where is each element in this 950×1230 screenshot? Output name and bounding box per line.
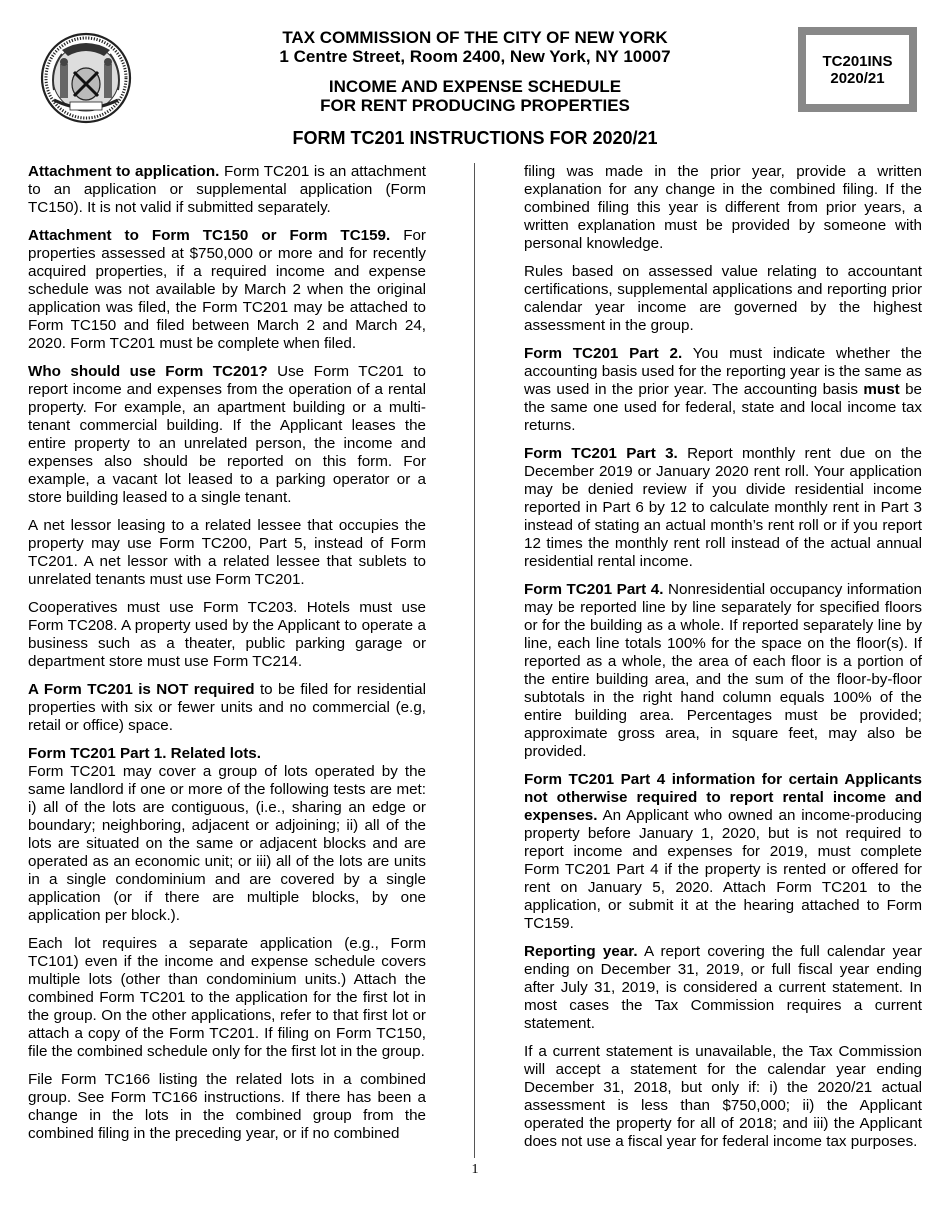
paragraph-heading: Form TC201 Part 2. — [524, 345, 683, 362]
agency-name: TAX COMMISSION OF THE CITY OF NEW YORK — [282, 28, 668, 47]
page-number: 1 — [471, 1162, 479, 1177]
paragraph-reporting-year — [524, 943, 922, 1033]
paragraph-heading: A Form TC201 is NOT required — [28, 681, 255, 698]
city-seal-logo — [40, 30, 132, 125]
section-heading-part1: Form TC201 Part 1. Related lots. — [28, 745, 261, 762]
paragraph-assessed-value-rules: Rules based on assessed value relating to accountant certifications, supplemental applications and reporting prior calendar year income are governed by the highest assessment in the group. — [524, 263, 922, 334]
paragraph-attachment-tc150-tc159 — [28, 227, 426, 353]
paragraph-net-lessor: A net lessor leasing to a related lessee that occupies the property may use Form TC200, Part 5, instead of Form TC201. A net lessor with a related lessee that sublets to unrelated tenants must use Form TC201. — [28, 517, 426, 588]
paragraph-text: You must indicate whether the accounting basis used for the reporting year is the same as was used in the prior year. The accounting basis — [524, 345, 922, 398]
paragraph-heading: Form TC201 Part 3. — [524, 445, 678, 462]
paragraph-not-required — [28, 681, 426, 735]
paragraph-heading: Reporting year. — [524, 943, 638, 960]
paragraph-part3 — [524, 445, 922, 571]
paragraph-text: An Applicant who owned an income-producing property before January 1, 2020, but is not required to report income and expenses for 2019, must complete Form TC201 Part 4 if the property is rented or offered for rent on January 5, 2020. Attach Form TC201 to the application, or submit it at the hearing attached to Form TC159. — [524, 807, 922, 932]
right-column — [524, 163, 922, 1161]
paragraph-text: to be filed for residential properties with six or fewer units and no commercial (e.g, retail or office) space. — [28, 681, 427, 734]
paragraph-text: A report covering the full calendar year ending on December 31, 2019, or full fiscal year ending after July 31, 2019, is considered a current statement. In most cases the Tax Commission requires a current statement. — [524, 943, 923, 1032]
column-divider — [474, 163, 475, 1158]
paragraph-attachment-to-application — [28, 163, 426, 217]
paragraph-text: For properties assessed at $750,000 or more and for recently acquired properties, if a required income and expense schedule was not available by March 2 when the original application was filed, the Form TC201 may be attached to Form TC150 and filed between March 2 and March 24, 2020. Form TC201 must be complete when filed. — [28, 227, 426, 352]
paragraph-text: be the same one used for federal, state and local income tax returns. — [524, 381, 922, 434]
paragraph-cooperatives: Cooperatives must use Form TC203. Hotels must use Form TC208. A property used by the Applicant to operate a business such as a theater, public parking garage or department store must use Form TC214. — [28, 599, 426, 670]
paragraph-heading: Form TC201 Part 4 information for certain Applicants not otherwise required to report rental income and expenses. — [524, 771, 922, 824]
schedule-title-line1: INCOME AND EXPENSE SCHEDULE — [328, 77, 622, 96]
paragraph-part4-certain-applicants — [524, 771, 922, 933]
paragraph-part4 — [524, 581, 922, 761]
paragraph-text: Report monthly rent due on the December 2019 or January 2020 rent roll. Your application may be denied review if you divide residential income reported in Part 6 by 12 to calculate monthly rent in Part 3 instead of stating an actual month’s rent roll or if you report 12 times the monthly rent roll instead of the actual annual residential rental income. — [524, 445, 922, 570]
paragraph-form-tc166: File Form TC166 listing the related lots in a combined group. See Form TC166 instructions. If there has been a change in the lots in the combined group from the combined filing in the preceding year, or if no combined — [28, 1071, 426, 1142]
emphasis-must: must — [863, 381, 900, 398]
form-code: TC201INS — [822, 52, 893, 70]
schedule-title-line2: FOR RENT PRODUCING PROPERTIES — [320, 96, 630, 115]
paragraph-heading: Attachment to Form TC150 or Form TC159. — [28, 227, 391, 244]
left-column — [28, 163, 426, 1153]
paragraph-text: Nonresidential occupancy information may be reported line by line separately for specified floors or for the building as a whole. If reported separately line by line, each line totals 100% for the space on the floor(s). If reported as a whole, the area of each floor is a portion of the entire building area, and the sum of the floor-by-floor subtotals in the right hand column equals 100% of the entire building area. Percentages must be provided; approximate gross area, in square feet, may also be provided. — [524, 581, 922, 760]
paragraph-heading: Who should use Form TC201? — [28, 363, 268, 380]
form-year: 2020/21 — [830, 69, 885, 87]
paragraph-separate-application: Each lot requires a separate application (e.g., Form TC101) even if the income and expense schedule covers multiple lots (other than condominium units.) Attach the combined Form TC201 to the application for the first lot in the group. On the other applications, refer to that first lot or attach a copy of the Form TC201. If filing on Form TC150, file the combined schedule only for the first lot in the group. — [28, 935, 426, 1060]
paragraph-who-should-use — [28, 363, 426, 507]
paragraph-text: Use Form TC201 to report income and expenses from the operation of a rental property. For example, an apartment building or a multi-tenant commercial building. If the Applicant leases the entire property to an unrelated person, the income and expenses also should be reported on this form. For example, a vacant lot leased to a parking operator or a store building leased to a single tenant. — [28, 363, 426, 506]
document-header — [200, 28, 750, 148]
paragraph-heading: Form TC201 Part 4. — [524, 581, 664, 598]
form-title: FORM TC201 INSTRUCTIONS FOR 2020/21 — [292, 128, 658, 148]
paragraph-part2 — [524, 345, 922, 435]
paragraph-heading: Attachment to application. — [28, 163, 220, 180]
agency-address: 1 Centre Street, Room 2400, New York, NY 10007 — [279, 47, 671, 66]
paragraph-related-lots: Form TC201 may cover a group of lots operated by the same landlord if one or more of the following tests are met: i) all of the lots are contiguous, (i.e., sharing an edge or boundary; neighboring, adjacent or adjoining; ii) all of the lots are situated on the same or adjacent blocks and are operated as an economic unit; or iii) all of the lots are units in a single condominium and are covered by a single application (or if there are multiple blocks, by one application per block.). — [28, 763, 426, 924]
form-id-box — [798, 27, 917, 112]
paragraph-current-statement-unavailable: If a current statement is unavailable, the Tax Commission will accept a statement for the calendar year ending December 31, 2018, but only if: i) the 2020/21 actual assessment is less than $750,000; ii) the Applicant operated the property for all of 2018; and iii) the Applicant does not use a fiscal year for federal income tax purposes. — [524, 1043, 922, 1150]
paragraph-text: Form TC201 is an attachment to an application or supplemental application (Form TC150). It is not valid if submitted separately. — [28, 163, 426, 216]
paragraph-combined-filing-explanation: filing was made in the prior year, provide a written explanation for any change in the combined filing. If the combined filing this year is different from prior years, a written explanation must be provided by someone with personal knowledge. — [524, 163, 922, 252]
